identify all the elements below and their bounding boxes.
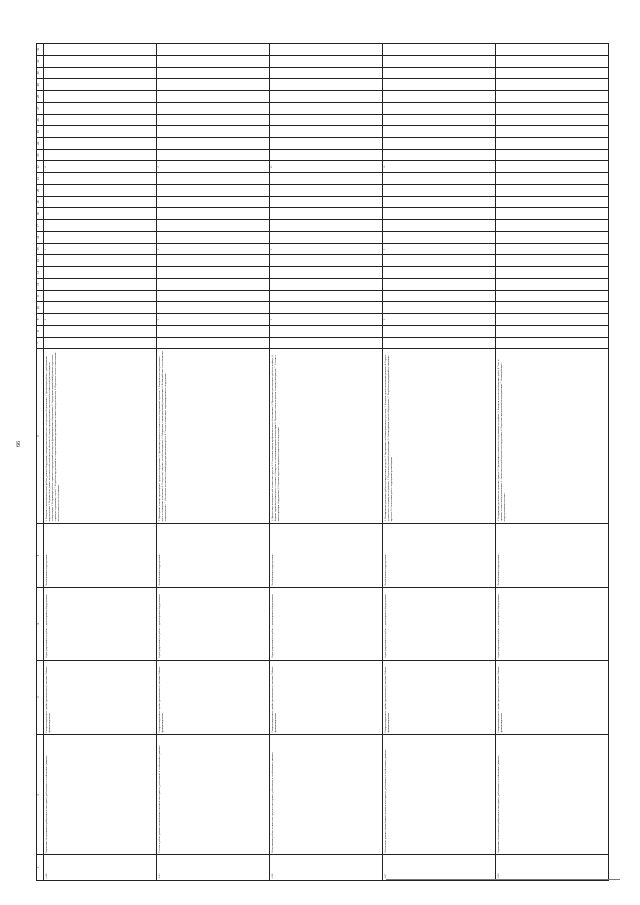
header-cell: 12 xyxy=(37,278,44,290)
header-cell: 15 xyxy=(37,243,44,255)
header-cell: 30 xyxy=(37,67,44,79)
cell-mark xyxy=(270,91,383,103)
cell-mark xyxy=(270,114,383,126)
cell-mark xyxy=(44,220,157,232)
cell-functions: 1. Координация деятельности сервисных бригад; 2. Организация технического обслуживания по графику; 3. Контроль качества выполняемых работ; 4. Учет и хранение технической документации; 5. Анализ показателей надежности оборудования; 6. Подготовка предложений по модернизации; 7. Взаимодействие с подразделениями заказчика. xyxy=(496,349,609,524)
cell-standard: Специализированная стройка (регионального) значения. Районы функционирования xyxy=(383,660,496,735)
cell-mark xyxy=(157,208,270,220)
cell-mark xyxy=(496,314,609,326)
cell-mark xyxy=(270,278,383,290)
cell-mark xyxy=(44,126,157,138)
table-row xyxy=(44,44,157,881)
cell-organ: Хозяйственные подразделения xyxy=(44,523,157,587)
cell-mark xyxy=(496,337,609,349)
cell-mark xyxy=(496,208,609,220)
cell-mark xyxy=(44,102,157,114)
cell-mark xyxy=(157,67,270,79)
cell-mark xyxy=(496,161,609,173)
page-number: 66 xyxy=(16,441,22,447)
header-cell: 4 xyxy=(37,588,44,660)
cell-mark xyxy=(496,126,609,138)
cell-mark xyxy=(496,243,609,255)
cell-mark: Т xyxy=(270,314,383,326)
cell-mark xyxy=(157,114,270,126)
cell-organ: Хозяйственные подразделения xyxy=(383,523,496,587)
cell-mark xyxy=(496,184,609,196)
cell-mark xyxy=(383,220,496,232)
cell-mark xyxy=(383,138,496,150)
header-cell: 18 xyxy=(37,208,44,220)
cell-mark xyxy=(270,325,383,337)
cell-mark xyxy=(496,278,609,290)
cell-mark xyxy=(157,173,270,185)
cell-functions: 1. Планирование ремонтных работ и распределение ресурсов; 2. Организация снабжения ремонтных участков; 3. Контроль сроков выполнения ремонта; 4. Оценка технического состояния после ремонта; 5. Подготовка отчетной документации; 6. Анализ причин отказов оборудования; 7. Разработка мероприятий по снижению простоев; 8. Согласование работ с подрядными организациями. xyxy=(383,349,496,524)
cell-mark: 16 xyxy=(44,161,157,173)
cell-mark xyxy=(383,102,496,114)
header-row xyxy=(37,44,44,881)
cell-customer: Отдел (управление) по работе с транспортным оборудованием xyxy=(157,588,270,660)
table-row xyxy=(270,44,383,881)
cell-title: Управление обслуживанием рейнджеров в автосервисе, работающих в хозяйственных дивизиях xyxy=(44,735,157,855)
header-cell: 7 xyxy=(37,337,44,349)
cell-mark xyxy=(496,325,609,337)
cell-functions: 1. Диагностика неисправностей технических средств; 2. Составление планов профилактического обслуживания; 3. Проведение регламентных работ по графику; 4. Ведение журналов технического состояния; 5. Контроль за соблюдением правил эксплуатации; 6. Подготовка заявок на ремонт и закупку материалов; 7. Участие в инвентаризации оборудования; 8. Обучение персонала правилам технической эксплуатации. xyxy=(270,349,383,524)
header-cell: 13 xyxy=(37,267,44,279)
cell-mark xyxy=(44,149,157,161)
cell-mark xyxy=(44,138,157,150)
cell-mark xyxy=(496,231,609,243)
cell-mark xyxy=(157,267,270,279)
cell-organ: Хозяйственные подразделения xyxy=(496,523,609,587)
cell-mark xyxy=(496,220,609,232)
cell-mark xyxy=(157,255,270,267)
cell-mark xyxy=(383,267,496,279)
header-cell: 29 xyxy=(37,79,44,91)
cell-mark xyxy=(270,55,383,67)
cell-mark xyxy=(383,208,496,220)
cell-mark xyxy=(270,102,383,114)
cell-mark xyxy=(496,267,609,279)
cell-title: Обеспечение ремонта автомобильных машин в автосервисах, работающих в хозяйственных дивизиях xyxy=(383,735,496,855)
cell-mark xyxy=(44,255,157,267)
cell-mark: Т xyxy=(44,243,157,255)
header-cell: 25 xyxy=(37,126,44,138)
table-row xyxy=(157,44,270,881)
cell-title: Управление обслуживанием рейнджеров в автосервисе, работающих в хозяйственных дивизиях xyxy=(496,735,609,855)
cell-id: А/05 xyxy=(157,855,270,881)
cell-mark xyxy=(270,126,383,138)
cell-mark xyxy=(496,67,609,79)
cell-title: Участие в работе ремонта автомобильных машин в автосервисах, работающих в хозяйственных дивизиях xyxy=(157,735,270,855)
cell-mark xyxy=(383,302,496,314)
header-cell: 31 xyxy=(37,55,44,67)
cell-mark xyxy=(383,55,496,67)
cell-mark: 16 xyxy=(383,161,496,173)
cell-customer: Отдел (управление) по работе с транспортным оборудованием xyxy=(270,588,383,660)
cell-mark xyxy=(383,255,496,267)
cell-mark xyxy=(270,79,383,91)
cell-mark xyxy=(383,278,496,290)
cell-mark: Т2 xyxy=(270,161,383,173)
cell-mark xyxy=(44,55,157,67)
header-cell: 11 xyxy=(37,290,44,302)
header-cell: 3 xyxy=(37,660,44,735)
header-cell: 6 xyxy=(37,349,44,524)
header-cell: 28 xyxy=(37,91,44,103)
cell-mark xyxy=(270,184,383,196)
cell-mark xyxy=(157,102,270,114)
header-cell: 21 xyxy=(37,173,44,185)
header-cell: 14 xyxy=(37,255,44,267)
cell-id: А/06 xyxy=(270,855,383,881)
cell-mark xyxy=(496,114,609,126)
cell-mark xyxy=(496,91,609,103)
footer-rule xyxy=(386,879,620,880)
cell-mark xyxy=(270,67,383,79)
cell-mark xyxy=(44,290,157,302)
cell-mark xyxy=(270,138,383,150)
cell-mark xyxy=(496,44,609,56)
cell-mark xyxy=(44,79,157,91)
header-cell: 26 xyxy=(37,114,44,126)
cell-mark xyxy=(270,208,383,220)
cell-functions: 1. Проведение осмотра транспортных средств и оборудования; 2. Организация ремонта и технического обслуживания агрегатов; 3. Контроль качества ремонтных работ и соблюдение технологии; 4. Учет расхода запасных частей и материалов; 5. Оформление сопроводительной документации; 6. Взаимодействие с поставщиками комплектующих; 7. Обеспечение безопасных условий труда при выполнении работ; 8. Участие в испытаниях отремонтированного оборудования. xyxy=(157,349,270,524)
cell-mark xyxy=(44,91,157,103)
header-cell: 24 xyxy=(37,138,44,150)
cell-mark xyxy=(270,302,383,314)
header-cell: 32 xyxy=(37,44,44,56)
cell-mark xyxy=(44,278,157,290)
cell-organ: Хозяйственные подразделения xyxy=(270,523,383,587)
cell-mark xyxy=(44,173,157,185)
cell-mark xyxy=(44,114,157,126)
cell-mark xyxy=(157,278,270,290)
cell-mark xyxy=(44,196,157,208)
cell-customer: Отдел (управление) по работе с транспортным оборудованием xyxy=(496,588,609,660)
header-cell: 1 xyxy=(37,855,44,881)
header-cell: 9 xyxy=(37,314,44,326)
cell-mark xyxy=(496,255,609,267)
cell-mark xyxy=(383,325,496,337)
cell-mark xyxy=(496,290,609,302)
cell-mark xyxy=(157,79,270,91)
cell-standard: Специализированная стройка (регионального) значения. Районы функционирования xyxy=(270,660,383,735)
header-cell: 27 xyxy=(37,102,44,114)
cell-organ: Хозяйственные подразделения xyxy=(157,523,270,587)
cell-mark: Т xyxy=(383,243,496,255)
cell-mark xyxy=(270,255,383,267)
header-cell: 19 xyxy=(37,196,44,208)
cell-mark xyxy=(383,67,496,79)
cell-mark xyxy=(383,114,496,126)
cell-mark xyxy=(383,231,496,243)
cell-mark xyxy=(44,267,157,279)
header-cell: 10 xyxy=(37,302,44,314)
cell-mark: Т xyxy=(383,314,496,326)
cell-mark xyxy=(44,67,157,79)
cell-id: А/04 xyxy=(44,855,157,881)
cell-standard: Специализированная стройка (регионального) значения. Районы функционирования xyxy=(496,660,609,735)
document-frame xyxy=(36,43,609,881)
cell-mark xyxy=(157,290,270,302)
cell-mark xyxy=(44,302,157,314)
rotated-table xyxy=(36,43,609,881)
cell-mark xyxy=(44,231,157,243)
cell-mark xyxy=(44,208,157,220)
header-cell: 20 xyxy=(37,184,44,196)
cell-mark xyxy=(383,196,496,208)
header-cell: 22 xyxy=(37,161,44,173)
cell-mark: Т xyxy=(157,243,270,255)
cell-standard: Специализированная стройка (регионального) значения. Районы функционирования xyxy=(157,660,270,735)
cell-mark xyxy=(157,149,270,161)
cell-mark xyxy=(383,79,496,91)
cell-id: А/08 xyxy=(496,855,609,881)
header-cell: 23 xyxy=(37,149,44,161)
cell-mark xyxy=(157,302,270,314)
cell-mark xyxy=(383,184,496,196)
cell-mark xyxy=(157,325,270,337)
cell-mark xyxy=(270,44,383,56)
cell-mark: Т xyxy=(44,314,157,326)
cell-mark: 12 xyxy=(157,161,270,173)
cell-mark xyxy=(270,220,383,232)
cell-mark xyxy=(270,290,383,302)
cell-mark xyxy=(157,126,270,138)
cell-mark xyxy=(157,337,270,349)
cell-mark xyxy=(44,44,157,56)
cell-mark xyxy=(383,44,496,56)
cell-mark: Т xyxy=(157,314,270,326)
cell-mark xyxy=(270,231,383,243)
cell-mark xyxy=(157,91,270,103)
header-cell: 17 xyxy=(37,220,44,232)
cell-mark xyxy=(157,184,270,196)
header-cell: 5 xyxy=(37,523,44,587)
cell-mark xyxy=(496,79,609,91)
cell-mark xyxy=(383,149,496,161)
cell-mark xyxy=(270,173,383,185)
cell-mark xyxy=(496,302,609,314)
cell-mark xyxy=(496,102,609,114)
header-cell: 2 xyxy=(37,735,44,855)
cell-mark xyxy=(44,337,157,349)
header-cell: 16 xyxy=(37,231,44,243)
cell-mark xyxy=(157,138,270,150)
cell-mark xyxy=(157,44,270,56)
cell-standard: Специализированная стройка (регионального) значения. Районы функционирования xyxy=(44,660,157,735)
cell-title: Обслуживание работы технических средств в автосервисе, работающих в хозяйственных дивизиях xyxy=(270,735,383,855)
cell-mark xyxy=(270,267,383,279)
cell-mark xyxy=(157,55,270,67)
cell-mark xyxy=(496,149,609,161)
cell-mark xyxy=(383,337,496,349)
cell-mark xyxy=(496,173,609,185)
cell-id: А/07 xyxy=(383,855,496,881)
cell-mark xyxy=(496,55,609,67)
cell-mark xyxy=(496,196,609,208)
cell-functions: 1. Контроль за выполнением плана работы, ремонт оборудования, материально-технического обеспечения обслуживания; 2. Организация работы с действующим парком машин; 3. Ведение базы данных по технической оснащенности объектов; 4. Анализ производственных показателей и технической документации по эксплуатации; 5. Координация работы сервисных подразделений по вопросам функционирования оборудования; 6. Определение направлений развития отраслевых сервисных и ремонтных служб; 7. Разработка предложений по совершенствованию организационно-технической деятельности; 8. Подготовка отчетов о выполнении планов технического обслуживания. xyxy=(44,349,157,524)
cell-mark xyxy=(157,196,270,208)
cell-mark xyxy=(383,173,496,185)
cell-mark xyxy=(157,231,270,243)
cell-mark xyxy=(383,91,496,103)
table-row xyxy=(383,44,496,881)
cell-mark xyxy=(270,337,383,349)
header-cell: 8 xyxy=(37,325,44,337)
cell-mark xyxy=(270,149,383,161)
cell-mark xyxy=(383,290,496,302)
table-row xyxy=(496,44,609,881)
cell-customer: Отдел (управление) по работе с транспортным оборудованием xyxy=(383,588,496,660)
cell-mark xyxy=(44,325,157,337)
cell-mark xyxy=(157,220,270,232)
cell-mark xyxy=(44,184,157,196)
cell-mark xyxy=(383,126,496,138)
cell-mark xyxy=(496,138,609,150)
cell-mark xyxy=(270,196,383,208)
cell-mark: Т xyxy=(270,243,383,255)
cell-customer: Отдел (управление) по работе с транспортным оборудованием xyxy=(44,588,157,660)
